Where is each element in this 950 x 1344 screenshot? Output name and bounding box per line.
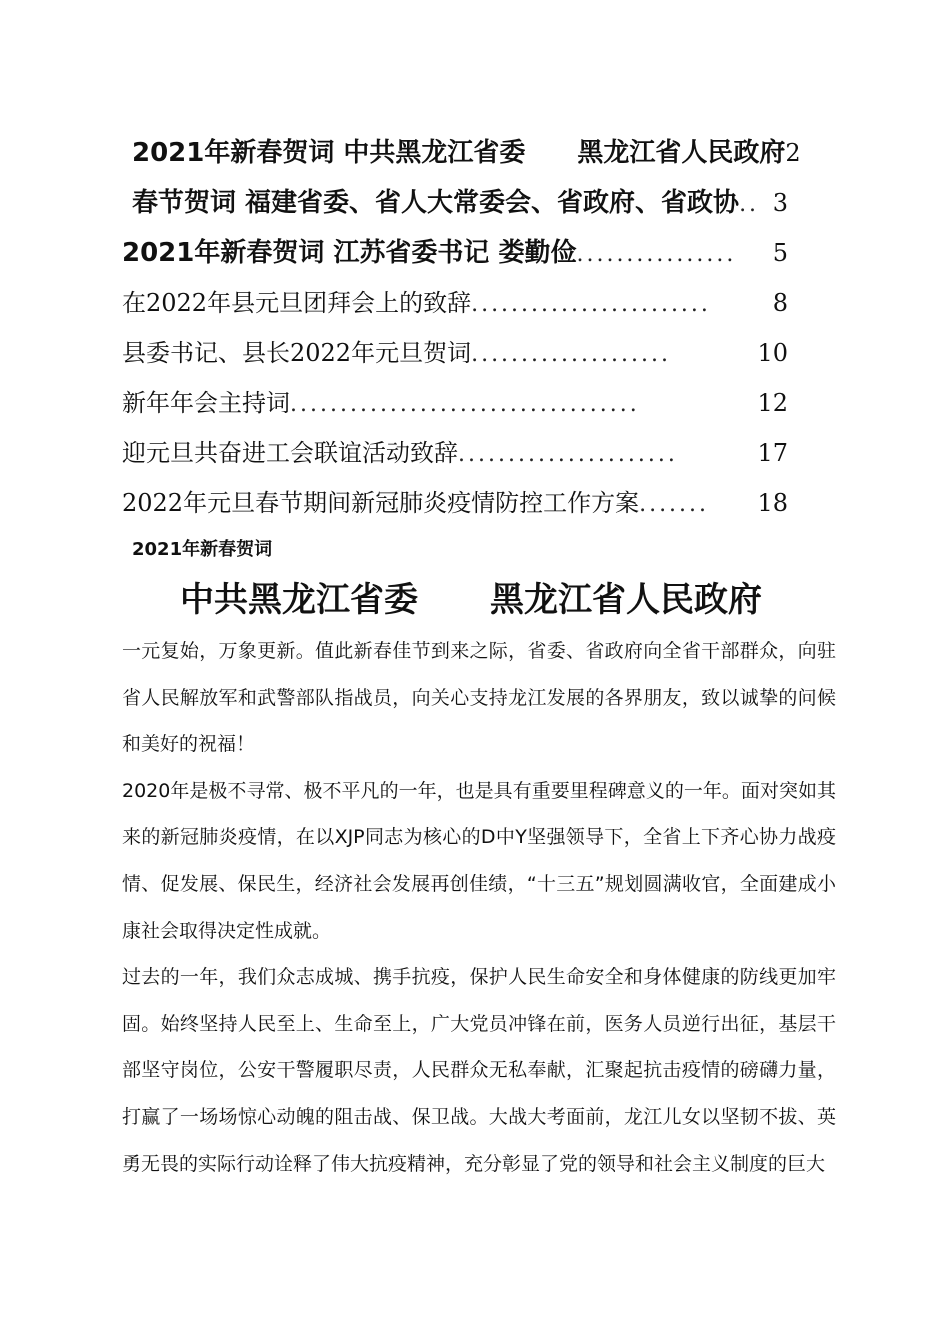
- toc-entry-title: 春节贺词 福建省委、省人大常委会、省政府、省政协: [132, 188, 740, 218]
- body-paragraph: 2020年是极不寻常、极不平凡的一年，也是具有重要里程碑意义的一年。面对突如其来的新冠肺炎疫情，在以XJP同志为核心的D中Y坚强领导下，全省上下齐心协力战疫情、促发展、保民生，经济社会发展再创佳绩，“十三五”规划圆满收官，全面建成小康社会取得决定性成就。: [122, 779, 836, 942]
- toc-entry-title: 2022年元旦春节期间新冠肺炎疫情防控工作方案: [122, 489, 640, 517]
- toc-entry-title: 迎元旦共奋进工会联谊活动致辞: [122, 439, 458, 467]
- body-paragraph: 过去的一年，我们众志成城、携手抗疫，保护人民生命安全和身体健康的防线更加牢固。始终坚持人民至上、生命至上，广大党员冲锋在前，医务人员逆行出征，基层干部坚守岗位，公安干警履职尽责，人民群众无私奉献，汇聚起抗击疫情的磅礴力量，打赢了一场场惊心动魄的阻击战、保卫战。大战大考面前，龙江儿女以坚韧不拔、英勇无畏的实际行动诠释了伟大抗疫精神，充分彰显了党的领导和社会主义制度的巨大: [122, 966, 836, 1175]
- toc-entry-page: 17: [757, 439, 788, 467]
- toc-entry-page: 8: [772, 289, 788, 317]
- toc-entry-leader: ......................: [458, 442, 678, 467]
- toc-entry-leader: ..: [739, 192, 760, 217]
- toc-entry[interactable]: [122, 328, 788, 378]
- table-of-contents: [122, 128, 801, 528]
- toc-entry[interactable]: [122, 178, 788, 228]
- toc-entry-page: 10: [757, 339, 788, 367]
- toc-entry-title: 在2022年县元旦团拜会上的致辞: [122, 289, 472, 317]
- toc-entry-page: 2: [785, 139, 801, 167]
- article-kicker: 2021年新春贺词: [132, 539, 273, 560]
- toc-entry-page: 18: [757, 489, 788, 517]
- toc-entry-leader: ........................: [471, 292, 711, 317]
- toc-entry-leader: ....................: [471, 342, 671, 367]
- toc-entry[interactable]: [122, 278, 788, 328]
- article-headline: [180, 572, 762, 628]
- toc-entry[interactable]: [122, 378, 788, 428]
- toc-entry-title: 县委书记、县长2022年元旦贺词: [122, 339, 472, 367]
- article-body: [122, 628, 836, 1187]
- body-paragraph: 一元复始，万象更新。值此新春佳节到来之际，省委、省政府向全省干部群众，向驻省人民解放军和武警部队指战员，向关心支持龙江发展的各界朋友，致以诚挚的问候和美好的祝福！: [122, 640, 836, 756]
- toc-entry-title: 2021年新春贺词 江苏省委书记 娄勤俭: [122, 238, 577, 268]
- toc-entry-title: 2021年新春贺词 中共黑龙江省委 黑龙江省人民政府: [132, 138, 786, 168]
- toc-entry-page: 3: [772, 189, 788, 217]
- toc-entry[interactable]: [122, 228, 788, 278]
- headline-party-committee: 中共黑龙江省委: [180, 580, 418, 620]
- toc-entry-page: 12: [757, 389, 788, 417]
- toc-entry-leader: ................: [576, 242, 737, 267]
- toc-entry-page: 5: [772, 239, 788, 267]
- toc-entry[interactable]: [122, 128, 801, 178]
- toc-entry-leader: .......: [639, 492, 710, 517]
- toc-entry-title: 新年年会主持词: [122, 389, 290, 417]
- headline-government: 黑龙江省人民政府: [490, 580, 762, 620]
- toc-entry[interactable]: [122, 428, 788, 478]
- toc-entry[interactable]: [122, 478, 788, 528]
- toc-entry-leader: ...................................: [290, 392, 640, 417]
